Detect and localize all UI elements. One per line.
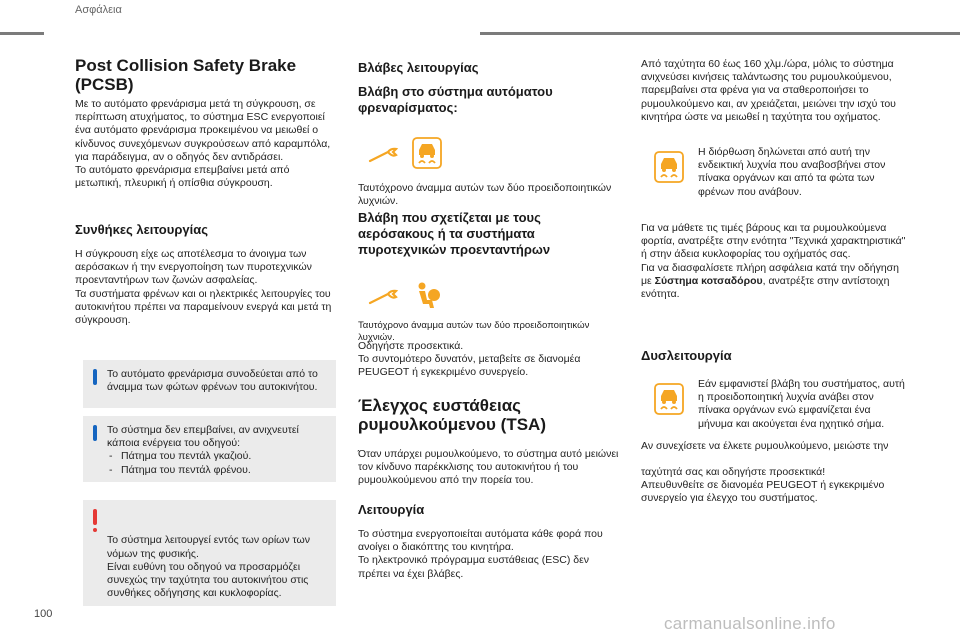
page-number: 100 <box>34 608 53 620</box>
weights-text-a: Για να μάθετε τις τιμές βάρους και τα ρυμουλκούμενα φορτία, ανατρέξτε στην ενότητα "Τεχνικά χαρακτηριστικά" ή στην άδεια κυκλοφορίας του οχήματός σας. Για να διασφαλίσετε πλήρη ασφάλεια κατά την οδήγηση με <box>641 222 906 287</box>
fault2-text: Οδηγήστε προσεκτικά. Το συντομότερο δυνατόν, μεταβείτε σε διανομέα PEUGEOT ή εγκεκριμένο συνεργείο. <box>358 340 581 379</box>
fault1-text: Ταυτόχρονο άναμμα αυτών των δύο προειδοποιητικών λυχνιών. <box>358 182 612 208</box>
correction-text: Η διόρθωση δηλώνεται από αυτή την ενδεικτική λυχνία που αναβοσβήνει στον πίνακα οργάνων και από τα φώτα των φρένων που ανάβουν. <box>698 146 886 198</box>
malfunction-text-2: ταχύτητά σας και οδηγήστε προσεκτικά! Απευθυνθείτε σε διανομέα PEUGEOT ή εγκεκριμένο συνεργείο για έλεγχο του συστήματος. <box>641 466 885 505</box>
header-rule-right <box>480 32 960 35</box>
info-icon <box>93 425 97 441</box>
driver-action-item: - Πάτημα του πεντάλ φρένου. <box>107 464 326 477</box>
driver-action-list <box>107 450 326 476</box>
header-section-label: Ασφάλεια <box>75 4 122 16</box>
malfunction-icon-text: Εάν εμφανιστεί βλάβη του συστήματος, αυτή η προειδοποιητική λυχνία ανάβει στον πίνακα οργάνων ενώ εμφανίζεται ένα μήνυμα και ακούγεται ένα ηχητικό σήμα. <box>698 378 905 430</box>
pcsb-intro: Με το αυτόματο φρενάρισμα μετά τη σύγκρουση, σε περίπτωση ατυχήματος, το σύστημα ESC ενεργοποιεί ένα αυτόματο φρενάρισμα προκειμένου να μειωθεί ο κίνδυνος συνεχόμενων συγκρούσεων από καραμπόλα, για παράδειγμα, αν ο οδηγός δεν αντιδράσει. Το αυτόματο φρενάρισμα επεμβαίνει μετά από μετωπική, πλευρική ή οπίσθια σύγκρουση. <box>75 98 331 190</box>
note-brake-lights-text: Το αυτόματο φρενάρισμα συνοδεύεται από το άναμμα των φώτων φρένων του αυτοκινήτου. <box>107 368 318 394</box>
note-physics-limits <box>83 500 336 606</box>
fault2-heading: Βλάβη που σχετίζεται με τους αερόσακους ή τα συστήματα πυροτεχνικών προενταντήρων <box>358 210 551 257</box>
weights-text <box>641 222 906 301</box>
operation-text: Το σύστημα ενεργοποιείται αυτόματα κάθε φορά που ανοίγει ο διακόπτης του κινητήρα. Το ηλεκτρονικό πρόγραμμα ευστάθειας (ESC) δεν πρέπει να έχει βλάβες. <box>358 528 603 580</box>
weights-text-b: , ανατρέξτε στην αντίστοιχη ενότητα. <box>641 274 890 301</box>
faults-heading: Βλάβες λειτουργίας <box>358 60 479 75</box>
operation-heading: Λειτουργία <box>358 502 425 517</box>
note-driver-action <box>83 416 336 482</box>
note-driver-action-text: Το σύστημα δεν επεμβαίνει, αν ανιχνευτεί κάποια ενέργεια του οδηγού: <box>107 424 299 450</box>
conditions-heading: Συνθήκες λειτουργίας <box>75 222 208 237</box>
page-title: Post Collision Safety Brake (PCSB) <box>75 56 297 94</box>
warning-icon <box>93 509 97 525</box>
note-physics-limits-text: Το σύστημα λειτουργεί εντός των ορίων των νόμων της φυσικής. Είναι ευθύνη του οδηγού να προσαρμόζει συνεχώς την ταχύτητα του αυτοκινήτου στις συνθήκες οδήγησης και κυκλοφορίας. <box>107 534 310 600</box>
conditions-text: Η σύγκρουση είχε ως αποτέλεσμα το άνοιγμα των αερόσακων ή την ενεργοποίηση των πυροτεχνικών προενταντήρων των ζωνών ασφαλείας. Τα συστήματα φρένων και οι ηλεκτρικές λειτουργίες του αυτοκινήτου πρέπει να παραμείνουν ενεργά και μετά τη σύγκρουση. <box>75 248 332 327</box>
service-wrench-icon <box>368 146 402 164</box>
esc-skid-car-icon <box>652 150 686 184</box>
info-icon <box>93 369 97 385</box>
malfunction-heading: Δυσλειτουργία <box>641 348 732 363</box>
watermark: carmanualsonline.info <box>664 614 836 633</box>
fault2-caption: Ταυτόχρονο άναμμα αυτών των δύο προειδοποιητικών λυχνιών. <box>358 320 590 343</box>
towbar-link: Σύστημα κοτσαδόρου <box>654 274 763 287</box>
fault1-heading: Βλάβη στο σύστημα αυτόματου φρεναρίσματος: <box>358 84 553 115</box>
malfunction-text-1: Αν συνεχίσετε να έλκετε ρυμουλκούμενο, μειώστε την <box>641 440 889 452</box>
note-brake-lights <box>83 360 336 408</box>
tsa-text: Όταν υπάρχει ρυμουλκούμενο, το σύστημα αυτό μειώνει τον κίνδυνο παρέκκλισης του αυτοκινήτου ή του ρυμουλκούμενου από την πορεία του. <box>358 448 619 487</box>
header-rule-left <box>0 32 44 35</box>
tsa-speed-range-text: Από ταχύτητα 60 έως 160 χλμ./ώρα, μόλις το σύστημα ανιχνεύσει κινήσεις ταλάντωσης του ρυμουλκούμενου, παρεμβαίνει στα φρένα για να σταθεροποιήσει το ρυμουλκούμενο και, αν χρειάζεται, μειώνει την ισχύ του κινητήρα ώστε να μειωθεί η ταχύτητα του οχήματος. <box>641 58 896 123</box>
esc-skid-car-icon <box>410 136 444 170</box>
esc-skid-car-icon <box>652 382 686 416</box>
tsa-heading: Έλεγχος ευστάθειας ρυμουλκούμενου (TSA) <box>358 396 546 434</box>
driver-action-item: - Πάτημα του πεντάλ γκαζιού. <box>107 450 326 463</box>
service-wrench-icon <box>368 288 402 306</box>
airbag-warning-icon <box>410 280 444 314</box>
